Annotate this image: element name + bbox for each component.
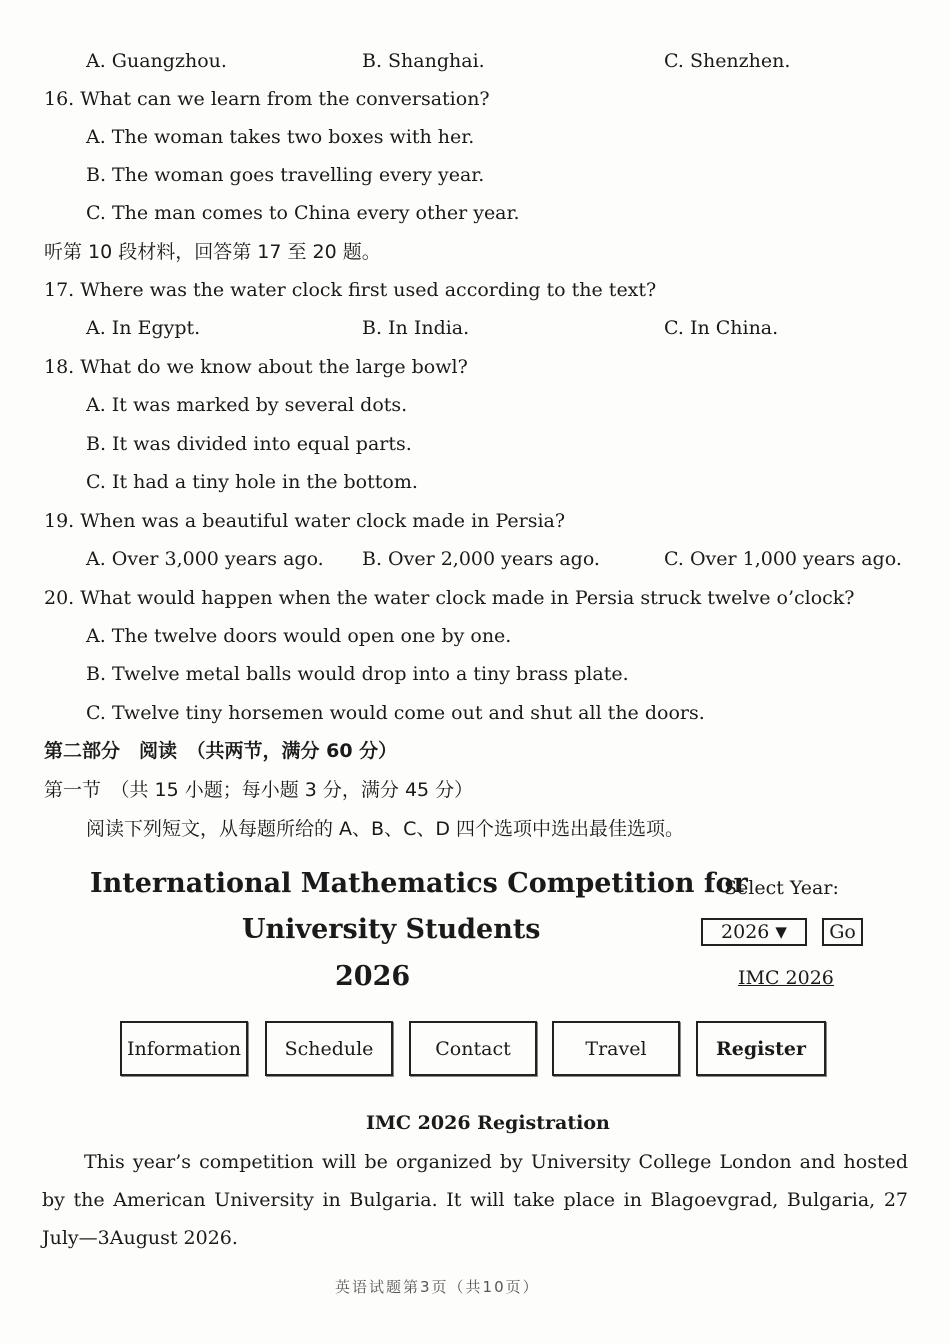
q19-option-b: B. Over 2,000 years ago. bbox=[362, 548, 600, 570]
q18-stem: 18. What do we know about the large bowl? bbox=[44, 356, 468, 378]
q16-option-a: A. The woman takes two boxes with her. bbox=[86, 126, 475, 148]
site-title-line1: International Mathematics Competition for bbox=[90, 868, 748, 899]
chevron-down-icon: ▼ bbox=[775, 923, 787, 941]
q17-option-b: B. In India. bbox=[362, 317, 470, 339]
nav-register-button[interactable]: Register bbox=[696, 1021, 826, 1076]
q19-option-c: C. Over 1,000 years ago. bbox=[664, 548, 902, 570]
q16-option-b: B. The woman goes travelling every year. bbox=[86, 164, 485, 186]
q17-stem: 17. Where was the water clock first used according to the text? bbox=[44, 279, 657, 301]
go-button[interactable]: Go bbox=[822, 918, 863, 946]
q20-option-b: B. Twelve metal balls would drop into a tiny brass plate. bbox=[86, 663, 629, 685]
registration-heading: IMC 2026 Registration bbox=[366, 1112, 610, 1134]
q18-option-a: A. It was marked by several dots. bbox=[86, 394, 408, 416]
nav-schedule-button[interactable]: Schedule bbox=[265, 1021, 393, 1076]
q16-option-c: C. The man comes to China every other year. bbox=[86, 202, 520, 224]
q18-option-c: C. It had a tiny hole in the bottom. bbox=[86, 471, 418, 493]
select-year-label: Select Year: bbox=[724, 877, 839, 899]
q18-option-b: B. It was divided into equal parts. bbox=[86, 433, 412, 455]
section-instruction-10: 听第 10 段材料，回答第 17 至 20 题。 bbox=[44, 241, 381, 263]
year-select-value: 2026 bbox=[721, 921, 770, 943]
section1-heading: 第一节 （共 15 小题；每小题 3 分，满分 45 分） bbox=[44, 779, 474, 801]
nav-information-button[interactable]: Information bbox=[120, 1021, 248, 1076]
q20-option-a: A. The twelve doors would open one by one. bbox=[86, 625, 512, 647]
reading-instruction: 阅读下列短文，从每题所给的 A、B、C、D 四个选项中选出最佳选项。 bbox=[86, 818, 685, 840]
page-footer: 英语试题第3页（共10页） bbox=[335, 1278, 540, 1296]
q20-option-c: C. Twelve tiny horsemen would come out and shut all the doors. bbox=[86, 702, 705, 724]
q15-option-c: C. Shenzhen. bbox=[664, 50, 791, 72]
q15-option-b: B. Shanghai. bbox=[362, 50, 485, 72]
q17-option-c: C. In China. bbox=[664, 317, 779, 339]
imc-2026-link[interactable]: IMC 2026 bbox=[738, 967, 834, 989]
q15-option-a: A. Guangzhou. bbox=[86, 50, 227, 72]
q19-option-a: A. Over 3,000 years ago. bbox=[86, 548, 324, 570]
q16-stem: 16. What can we learn from the conversation? bbox=[44, 88, 490, 110]
part2-heading: 第二部分 阅读 （共两节，满分 60 分） bbox=[44, 740, 398, 762]
registration-paragraph: This year’s competition will be organized by University College London and hosted by the American University in Bulgaria. It will take place in Blagoevgrad, Bulgaria, 27 July—3August 2026. bbox=[42, 1151, 908, 1249]
nav-travel-button[interactable]: Travel bbox=[552, 1021, 680, 1076]
q17-option-a: A. In Egypt. bbox=[86, 317, 201, 339]
year-select[interactable] bbox=[701, 918, 807, 946]
nav-contact-button[interactable]: Contact bbox=[409, 1021, 537, 1076]
site-title-line2: University Students bbox=[242, 914, 541, 945]
site-title-year: 2026 bbox=[335, 961, 411, 992]
q19-stem: 19. When was a beautiful water clock made in Persia? bbox=[44, 510, 566, 532]
q20-stem: 20. What would happen when the water clock made in Persia struck twelve o’clock? bbox=[44, 587, 855, 609]
